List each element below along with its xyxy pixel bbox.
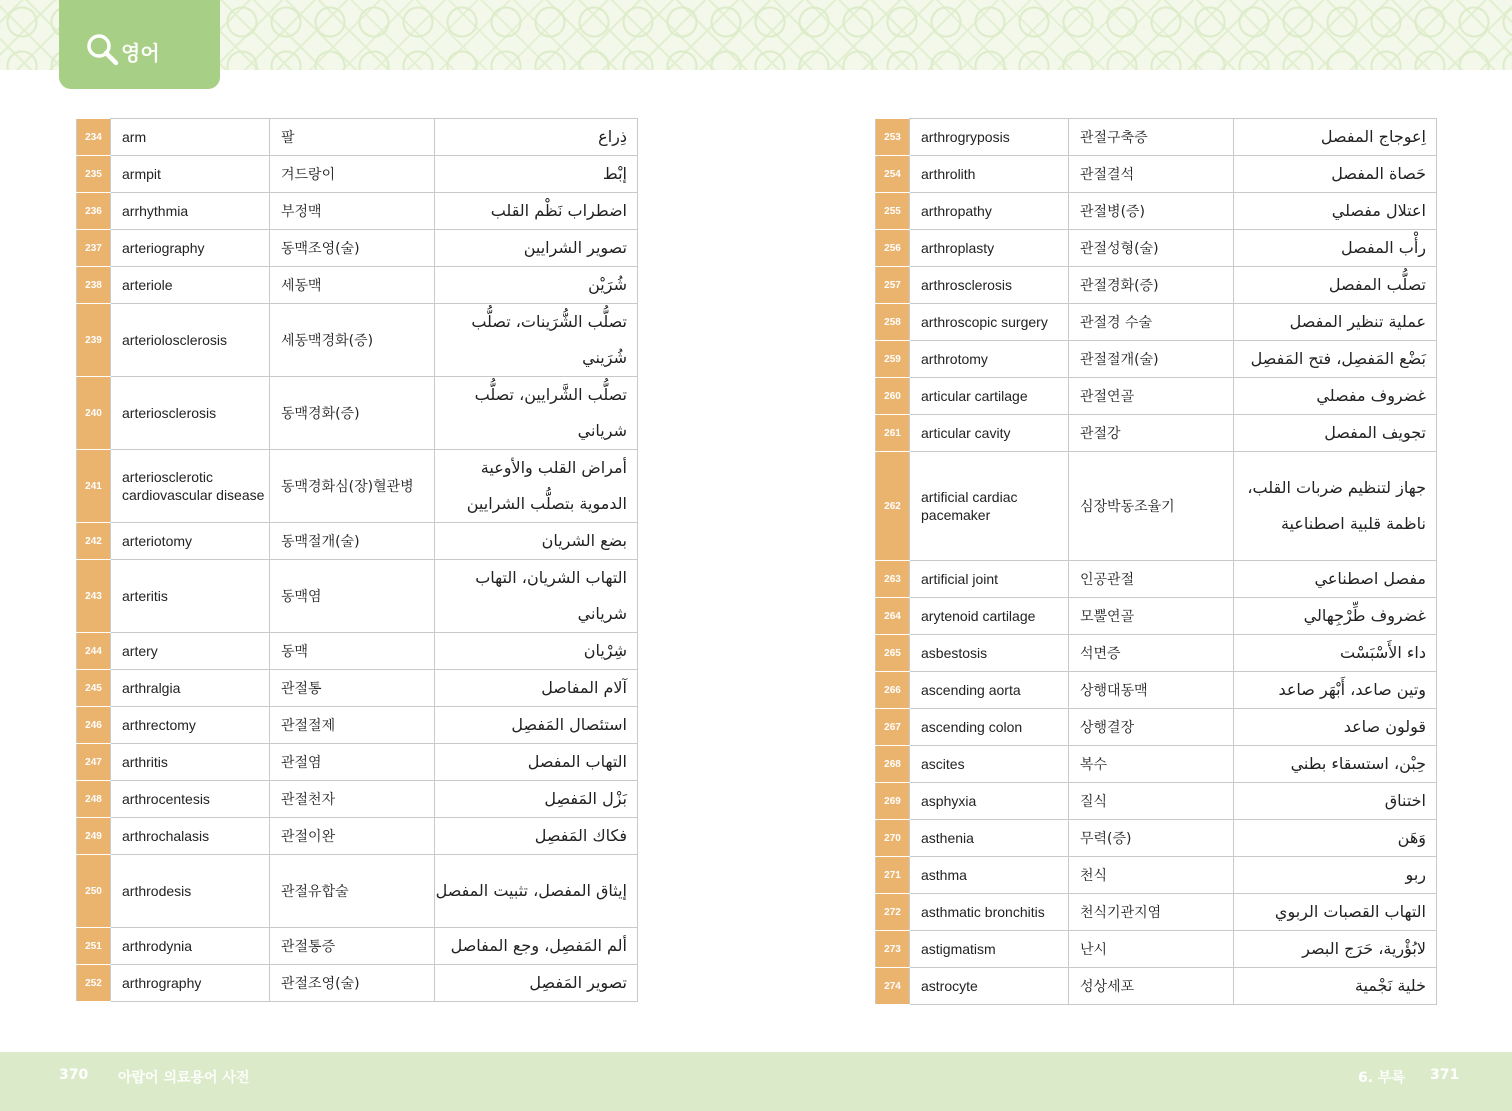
entry-number: 248 — [77, 781, 111, 818]
english-term: arthrodynia — [111, 928, 270, 965]
table-row — [876, 672, 1437, 709]
korean-term: 동맥 — [270, 633, 435, 670]
entry-number: 241 — [77, 450, 111, 523]
korean-term: 난시 — [1069, 931, 1234, 968]
korean-term: 석면증 — [1069, 635, 1234, 672]
table-row — [876, 304, 1437, 341]
entry-number: 249 — [77, 818, 111, 855]
korean-term: 세동맥경화(증) — [270, 304, 435, 377]
arabic-term: تصلُّب الشَّرايين، تصلُّب شرياني — [435, 377, 638, 450]
table-row — [77, 928, 638, 965]
table-row — [876, 709, 1437, 746]
arabic-term: غضروف طِّرْجِهالي — [1234, 598, 1437, 635]
korean-term: 무력(증) — [1069, 820, 1234, 857]
korean-term: 복수 — [1069, 746, 1234, 783]
korean-term: 동맥경화심(장)혈관병 — [270, 450, 435, 523]
korean-term: 관절결석 — [1069, 156, 1234, 193]
english-term: artery — [111, 633, 270, 670]
entry-number: 267 — [876, 709, 910, 746]
table-row — [876, 931, 1437, 968]
arabic-term: التهاب الشريان، التهاب شرياني — [435, 560, 638, 633]
korean-term: 관절유합술 — [270, 855, 435, 928]
chapter-title: 6. 부록 — [1358, 1070, 1405, 1086]
english-term: arthrodesis — [111, 855, 270, 928]
english-term: arthroscopic surgery — [910, 304, 1069, 341]
english-term: arrhythmia — [111, 193, 270, 230]
table-row — [77, 193, 638, 230]
entry-number: 244 — [77, 633, 111, 670]
korean-term: 관절연골 — [1069, 378, 1234, 415]
arabic-term: اضطراب نَظْم القلب — [435, 193, 638, 230]
arabic-term: ربو — [1234, 857, 1437, 894]
left-dictionary-table — [76, 118, 638, 1002]
arabic-term: حَصاة المفصل — [1234, 156, 1437, 193]
footer-band — [0, 1052, 1512, 1111]
korean-term: 관절조영(술) — [270, 965, 435, 1002]
entry-number: 256 — [876, 230, 910, 267]
english-term: arteriosclerosis — [111, 377, 270, 450]
entry-number: 234 — [77, 119, 111, 156]
korean-term: 관절병(증) — [1069, 193, 1234, 230]
korean-term: 상행대동맥 — [1069, 672, 1234, 709]
entry-number: 265 — [876, 635, 910, 672]
korean-term: 관절절개(술) — [1069, 341, 1234, 378]
english-term: asthma — [910, 857, 1069, 894]
arabic-term: بضع الشريان — [435, 523, 638, 560]
table-row — [77, 633, 638, 670]
entry-number: 259 — [876, 341, 910, 378]
table-row — [876, 894, 1437, 931]
table-row — [77, 744, 638, 781]
english-term: ascites — [910, 746, 1069, 783]
table-row — [77, 855, 638, 928]
english-term: astigmatism — [910, 931, 1069, 968]
korean-term: 동맥조영(술) — [270, 230, 435, 267]
korean-term: 관절절제 — [270, 707, 435, 744]
arabic-term: شُرَيْن — [435, 267, 638, 304]
english-term: asphyxia — [910, 783, 1069, 820]
arabic-term: تصوير المَفصِل — [435, 965, 638, 1002]
english-term: arthrotomy — [910, 341, 1069, 378]
table-row — [77, 267, 638, 304]
table-row — [876, 746, 1437, 783]
entry-number: 271 — [876, 857, 910, 894]
right-dictionary-table — [875, 118, 1437, 1005]
english-term: artificial joint — [910, 561, 1069, 598]
korean-term: 관절염 — [270, 744, 435, 781]
english-term: arytenoid cartilage — [910, 598, 1069, 635]
table-row — [876, 415, 1437, 452]
english-term: arthralgia — [111, 670, 270, 707]
arabic-term: شِرْيان — [435, 633, 638, 670]
english-term: astrocyte — [910, 968, 1069, 1005]
korean-term: 관절경 수술 — [1069, 304, 1234, 341]
entry-number: 239 — [77, 304, 111, 377]
table-row — [876, 598, 1437, 635]
english-term: artificial cardiac pacemaker — [910, 452, 1069, 561]
arabic-term: حِبْن، استسقاء بطني — [1234, 746, 1437, 783]
arabic-term: داء الأَسْبَسْت — [1234, 635, 1437, 672]
arabic-term: اختناق — [1234, 783, 1437, 820]
table-row — [876, 193, 1437, 230]
korean-term: 관절통 — [270, 670, 435, 707]
arabic-term: جهاز لتنظيم ضربات القلب، ناظمة قلبية اصطناعية — [1234, 452, 1437, 561]
entry-number: 254 — [876, 156, 910, 193]
entry-number: 272 — [876, 894, 910, 931]
entry-number: 263 — [876, 561, 910, 598]
entry-number: 262 — [876, 452, 910, 561]
section-tab — [59, 0, 220, 89]
korean-term: 동맥절개(술) — [270, 523, 435, 560]
table-row — [77, 560, 638, 633]
korean-term: 질식 — [1069, 783, 1234, 820]
entry-number: 242 — [77, 523, 111, 560]
table-row — [77, 377, 638, 450]
entry-number: 251 — [77, 928, 111, 965]
table-row — [77, 450, 638, 523]
english-term: arthroplasty — [910, 230, 1069, 267]
entry-number: 240 — [77, 377, 111, 450]
table-row — [876, 230, 1437, 267]
english-term: arm — [111, 119, 270, 156]
arabic-term: تجويف المفصل — [1234, 415, 1437, 452]
korean-term: 팔 — [270, 119, 435, 156]
entry-number: 268 — [876, 746, 910, 783]
book-title: 아랍어 의료용어 사전 — [118, 1070, 250, 1086]
arabic-term: استئصال المَفصِل — [435, 707, 638, 744]
korean-term: 관절천자 — [270, 781, 435, 818]
english-term: arthropathy — [910, 193, 1069, 230]
english-term: ascending aorta — [910, 672, 1069, 709]
korean-term: 천식 — [1069, 857, 1234, 894]
entry-number: 255 — [876, 193, 910, 230]
table-row — [876, 783, 1437, 820]
table-row — [77, 781, 638, 818]
korean-term: 심장박동조율기 — [1069, 452, 1234, 561]
arabic-term: ذِراع — [435, 119, 638, 156]
korean-term: 동맥염 — [270, 560, 435, 633]
korean-term: 상행결장 — [1069, 709, 1234, 746]
korean-term: 부정맥 — [270, 193, 435, 230]
korean-term: 관절구축증 — [1069, 119, 1234, 156]
entry-number: 238 — [77, 267, 111, 304]
english-term: arthrolith — [910, 156, 1069, 193]
arabic-term: غضروف مفصلي — [1234, 378, 1437, 415]
table-row — [876, 378, 1437, 415]
table-row — [77, 707, 638, 744]
entry-number: 243 — [77, 560, 111, 633]
table-row — [77, 965, 638, 1002]
arabic-term: وَهَن — [1234, 820, 1437, 857]
table-row — [77, 670, 638, 707]
arabic-term: وتين صاعد، أَبْهَر صاعد — [1234, 672, 1437, 709]
table-row — [876, 119, 1437, 156]
english-term: asthenia — [910, 820, 1069, 857]
header-pattern-band — [0, 0, 1512, 70]
arabic-term: رأْب المفصل — [1234, 230, 1437, 267]
korean-term: 동맥경화(증) — [270, 377, 435, 450]
arabic-term: مفصل اصطناعي — [1234, 561, 1437, 598]
arabic-term: لابُؤْرية، حَرَج البصر — [1234, 931, 1437, 968]
arabic-term: اِعوجاج المفصل — [1234, 119, 1437, 156]
arabic-term: تصوير الشرايين — [435, 230, 638, 267]
entry-number: 270 — [876, 820, 910, 857]
english-term: arthrography — [111, 965, 270, 1002]
korean-term: 관절경화(증) — [1069, 267, 1234, 304]
english-term: arteriole — [111, 267, 270, 304]
arabic-term: تصلُّب المفصل — [1234, 267, 1437, 304]
table-row — [876, 857, 1437, 894]
korean-term: 관절이완 — [270, 818, 435, 855]
korean-term: 관절성형(술) — [1069, 230, 1234, 267]
entry-number: 260 — [876, 378, 910, 415]
entry-number: 235 — [77, 156, 111, 193]
table-row — [77, 230, 638, 267]
english-term: articular cavity — [910, 415, 1069, 452]
entry-number: 274 — [876, 968, 910, 1005]
arabic-term: تصلُّب الشُّرَينات، تصلُّب شُرَيني — [435, 304, 638, 377]
entry-number: 269 — [876, 783, 910, 820]
arabic-term: خلية نَجْمية — [1234, 968, 1437, 1005]
english-term: asbestosis — [910, 635, 1069, 672]
entry-number: 247 — [77, 744, 111, 781]
english-term: arteriolosclerosis — [111, 304, 270, 377]
english-term: arthritis — [111, 744, 270, 781]
arabic-term: قولون صاعد — [1234, 709, 1437, 746]
entry-number: 236 — [77, 193, 111, 230]
entry-number: 252 — [77, 965, 111, 1002]
arabic-term: آلام المفاصل — [435, 670, 638, 707]
table-row — [876, 341, 1437, 378]
english-term: arteriosclerotic cardiovascular disease — [111, 450, 270, 523]
korean-term: 모뿔연골 — [1069, 598, 1234, 635]
entry-number: 261 — [876, 415, 910, 452]
entry-number: 246 — [77, 707, 111, 744]
entry-number: 264 — [876, 598, 910, 635]
korean-term: 천식기관지염 — [1069, 894, 1234, 931]
arabic-term: اعتلال مفصلي — [1234, 193, 1437, 230]
korean-term: 인공관절 — [1069, 561, 1234, 598]
entry-number: 257 — [876, 267, 910, 304]
english-term: arthrosclerosis — [910, 267, 1069, 304]
entry-number: 253 — [876, 119, 910, 156]
table-row — [77, 523, 638, 560]
entry-number: 250 — [77, 855, 111, 928]
arabic-term: عملية تنظير المفصل — [1234, 304, 1437, 341]
entry-number: 273 — [876, 931, 910, 968]
arabic-term: التهاب القصبات الربوي — [1234, 894, 1437, 931]
arabic-term: التهاب المفصل — [435, 744, 638, 781]
table-row — [876, 452, 1437, 561]
arabic-term: إبْط — [435, 156, 638, 193]
korean-term: 겨드랑이 — [270, 156, 435, 193]
arabic-term: إيثاق المفصل، تثبيت المفصل — [435, 855, 638, 928]
english-term: arthrogryposis — [910, 119, 1069, 156]
english-term: ascending colon — [910, 709, 1069, 746]
table-row — [77, 156, 638, 193]
entry-number: 266 — [876, 672, 910, 709]
arabic-term: بَضْع المَفصِل، فتح المَفصِل — [1234, 341, 1437, 378]
korean-term: 성상세포 — [1069, 968, 1234, 1005]
table-row — [77, 818, 638, 855]
table-row — [876, 156, 1437, 193]
table-row — [876, 561, 1437, 598]
korean-term: 관절통증 — [270, 928, 435, 965]
right-page-number: 371 — [1430, 1067, 1460, 1083]
english-term: arteriography — [111, 230, 270, 267]
arabic-term: بَزْل المَفصِل — [435, 781, 638, 818]
search-icon — [85, 32, 119, 66]
english-term: arteriotomy — [111, 523, 270, 560]
table-row — [77, 304, 638, 377]
entry-number: 237 — [77, 230, 111, 267]
english-term: arthrochalasis — [111, 818, 270, 855]
english-term: articular cartilage — [910, 378, 1069, 415]
table-row — [876, 820, 1437, 857]
table-row — [876, 267, 1437, 304]
left-page-number: 370 — [59, 1067, 89, 1083]
arabic-term: فكاك المَفصِل — [435, 818, 638, 855]
entry-number: 245 — [77, 670, 111, 707]
english-term: arthrectomy — [111, 707, 270, 744]
table-row — [876, 968, 1437, 1005]
entry-number: 258 — [876, 304, 910, 341]
korean-term: 관절강 — [1069, 415, 1234, 452]
arabic-term: أمراض القلب والأوعية الدموية بتصلُّب الشرايين — [435, 450, 638, 523]
english-term: arteritis — [111, 560, 270, 633]
arabic-term: ألم المَفصِل، وجع المفاصل — [435, 928, 638, 965]
section-label: 영어 — [121, 41, 160, 65]
table-row — [77, 119, 638, 156]
english-term: armpit — [111, 156, 270, 193]
table-row — [876, 635, 1437, 672]
english-term: arthrocentesis — [111, 781, 270, 818]
english-term: asthmatic bronchitis — [910, 894, 1069, 931]
korean-term: 세동맥 — [270, 267, 435, 304]
